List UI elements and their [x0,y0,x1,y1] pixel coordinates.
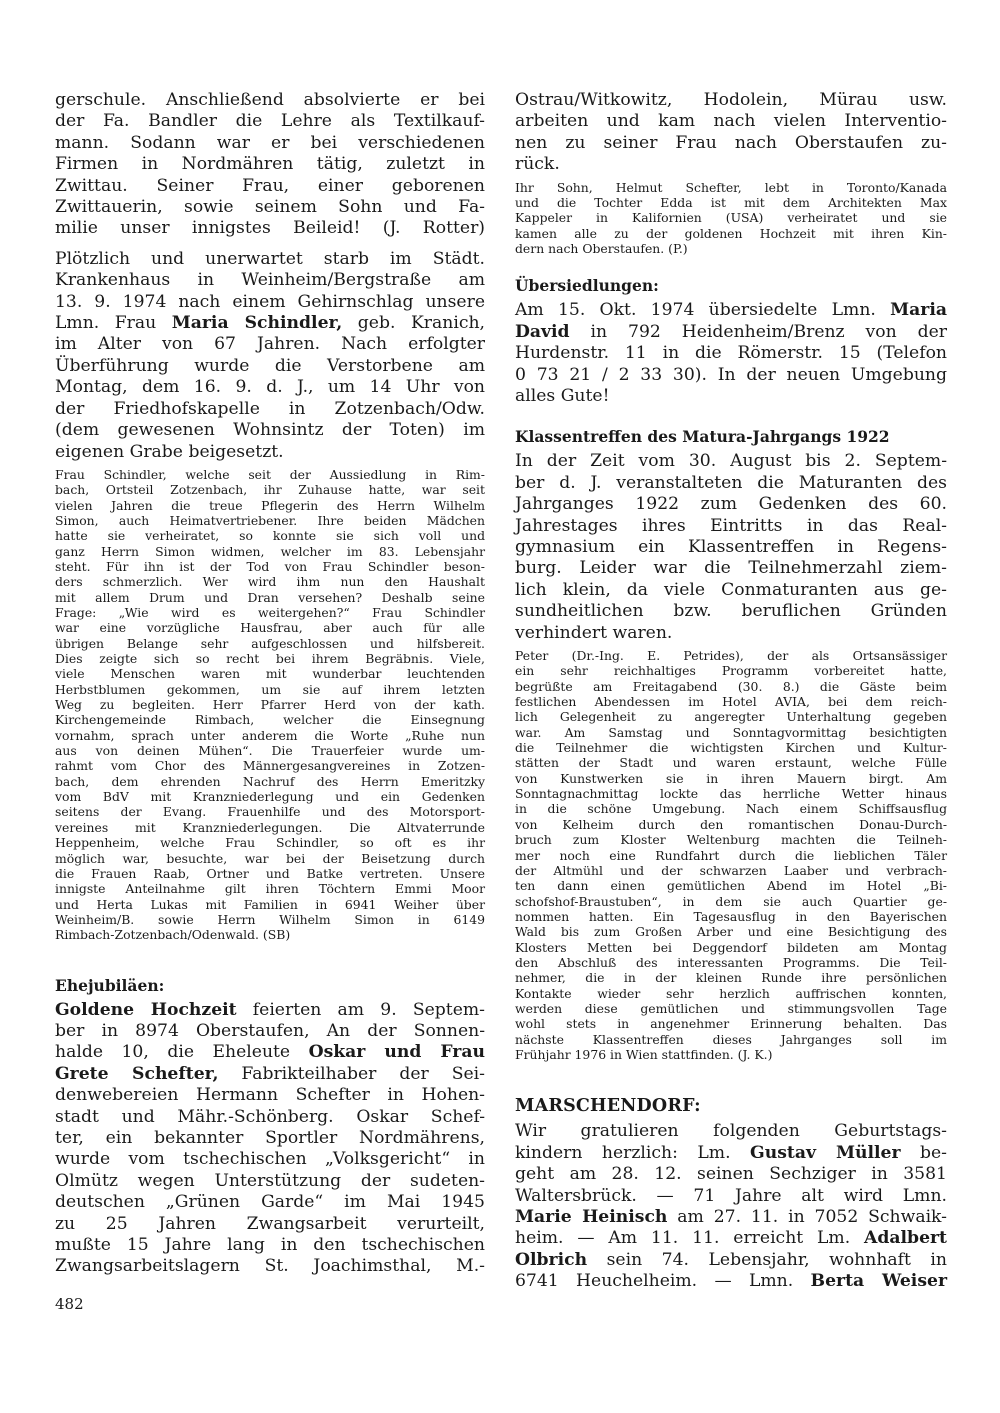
text-line: kamen alle zu der goldenen Hochzeit mit ihren Kin- [515,225,947,241]
text-line: bruch zum Kloster Weltenburg machten die Teilneh- [515,832,947,848]
klassentreffen-detail-paragraph [515,648,947,1062]
bold-name: Maria [890,300,947,321]
text-line: Olmütz wegen Unterstützung der sudeten- [55,1170,485,1191]
text-line: Weinheim/B. sowie Herrn Wilhelm Simon in 6149 [55,911,485,927]
text-line: deutschen „Grünen Garde“ im Mai 1945 [55,1192,485,1213]
text-line: 6741 Heuchelheim. — Lmn. Berta Weiser [515,1271,948,1292]
text-line: vereines mit Kranzniederlegungen. Die Altvaterrunde [55,819,485,835]
text-line: Ihr Sohn, Helmut Schefter, lebt in Toronto/Kanada [515,179,947,195]
text-line: nehmer, die in der kleinen Runde ihre persönlichen [515,970,947,986]
text-line: Kontakte wieder sehr herzlich auffrischen konnten, [515,985,947,1001]
text-line: ter, ein bekannter Sportler Nordmährens, [55,1128,485,1148]
ehejubilaeen-continued-paragraph [515,90,947,176]
text-line: nommen hatten. Ein Tagesausflug in den Bayerischen [515,908,947,924]
bold-name: Berta Weiser [810,1271,948,1292]
text-line: und Herta Lukas mit Familien in 6941 Weiher über [55,896,485,912]
text-line: Weg zu begleiten. Herr Pfarrer Herd von der kath. [55,697,485,713]
text-line: der Fa. Bandler die Lehre als Textilkauf- [55,111,485,132]
bold-name: Goldene Hochzeit [55,999,237,1020]
section-heading-marschendorf: MARSCHENDORF: [515,1096,701,1117]
text-line: dern nach Oberstaufen. (P.) [515,241,688,256]
bold-name: Adalbert [864,1228,947,1249]
text-line: lich Gelegenheit zu angeregter Unterhaltung gegeben [515,709,947,725]
text-line: der Altmühl und der schwarzen Laaber und verbrach- [515,862,947,878]
text-line: vom BdV mit Kranzniederlegung und ein Gedenken [55,789,485,805]
text-line: die Frauen Raab, Ortner und Batke vertreten. Unsere [55,865,485,881]
text-line: Wald bis zum Großen Arber und eine Besichtigung des [515,924,947,940]
text-line: Frühjahr 1976 in Wien stattfinden. (J. K.) [515,1046,773,1062]
text-line: Kappeler in Kalifornien (USA) verheiratet und sie [515,210,947,226]
text-line: der Friedhofskapelle in Zotzenbach/Odw. [55,398,485,419]
text-line: bach, dem ehrenden Nachruf des Herrn Emeritzky [55,773,485,789]
text-line: gymnasium ein Klassentreffen in Regens- [515,537,947,557]
text-line: kindern herzlich: Lm. Gustav Müller be- [515,1142,947,1163]
text-line: gerschule. Anschließend absolvierte er bei [55,90,485,110]
text-line: von Kunstwerken sie in ihren Mauern birgt. Am [515,770,947,786]
text-line: mit allem Drum und Dran versehen? Deshalb seine [55,589,485,605]
text-line: wohl stets in angenehmer Erinnerung behalten. Das [515,1016,947,1032]
marschendorf-paragraph [515,1121,947,1292]
text-line: Ostrau/Witkowitz, Hodolein, Mürau usw. [515,90,947,110]
bold-name: Marie Heinisch [515,1206,668,1227]
text-line: denwebereien Hermann Schefter in Hohen- [55,1085,485,1106]
obituary-rotter-paragraph [55,90,485,240]
text-line: Olbrich sein 74. Lebensjahr, wohnhaft in [515,1249,947,1270]
text-line: Klosters Metten bei Deggendorf bildeten am Montag [515,939,947,955]
text-line: werden diese gemütlichen und stimmungsvollen Tage [515,1000,947,1016]
text-line: viele Menschen waren mit wunderbar leuchtenden [55,666,485,682]
text-line: ein sehr reichhaltiges Programm vorbereitet hatte, [515,663,947,679]
text-line: Zwittauerin, sowie seinem Sohn und Fa- [55,197,485,218]
text-line: nächste Klassentreffen dieses Jahrganges soll im [515,1031,947,1047]
text-line: wurde vom tschechischen „Volksgericht“ in [55,1149,485,1170]
section-heading-klassentreffen: Klassentreffen des Matura-Jahrgangs 1922 [515,427,890,447]
text-line: mer noch eine Rundfahrt durch die lieblichen Täler [515,847,947,863]
text-line: die Teilnehmer die wichtigsten Kirchen und Kultur- [515,740,947,756]
text-line: von Kelheim durch den romantischen Donau-Durch- [515,816,947,832]
text-line: rück. [515,154,560,175]
text-line: Heppenheim, welche Frau Schindler, so oft es ihr [55,835,485,851]
bold-name: Maria Schindler, [171,313,343,334]
text-line: Montag, dem 16. 9. d. J., um 14 Uhr von [55,377,485,398]
text-line: im Alter von 67 Jahren. Nach erfolgter [55,334,485,355]
text-line: festlichen Abendessen im Hotel AVIA, bei dem reich- [515,694,947,710]
text-line: ber d. J. veranstalteten die Maturanten des [515,472,947,493]
text-line: lich klein, da viele Conmaturanten aus ge- [515,579,947,600]
text-line: begrüßte am Freitagabend (30. 8.) die Gäste beim [515,678,947,694]
text-line: alles Gute! [515,385,610,406]
text-line: Plötzlich und unerwartet starb im Städt. [55,248,485,269]
text-line: 13. 9. 1974 nach einem Gehirnschlag unsere [55,291,485,312]
left-column [55,90,485,1278]
text-line: steht. Für ihn ist der Tod von Frau Schindler beson- [55,558,485,574]
text-line: burg. Leider war die Teilnehmerzahl ziem- [515,558,947,579]
text-line: Sonntagnachmittag lockte das herrliche Wetter hinaus [515,786,947,802]
text-line: rahmt vom Chor des Männergesangvereines in Zotzen- [55,758,485,774]
text-line: in die schöne Umgebung. Nach einem Schiffsausflug [515,801,947,817]
text-line: verhindert waren. [515,622,673,643]
text-line: mann. Sodann war er bei verschiedenen [55,132,485,153]
text-line: Peter (Dr.-Ing. E. Petrides), der als Ortsansässiger [515,648,947,664]
text-line: schofshof-Braustuben“, in dem sie auch Quartier ge- [515,893,947,909]
text-line: David in 792 Heidenheim/Brenz von der [515,321,947,342]
text-line: ganz Herrn Simon widmen, welcher im 83. Lebensjahr [55,543,485,559]
text-line: hatte sie verheiratet, so konnte sie sich voll und [55,528,485,544]
ehejubilaeen-detail-paragraph [515,180,947,257]
section-heading-ehejubilaeen: Ehejubiläen: [55,975,165,995]
text-line: seitens der Evang. Frauenhilfe und des Motorsport- [55,804,485,820]
text-line: Firmen in Nordmähren tätig, zuletzt in [55,154,485,175]
text-line: Herbstblumen gekommen, um sie auf ihrem letzten [55,681,485,697]
text-line: 0 73 21 / 2 33 30). In der neuen Umgebung [515,364,947,385]
text-line: aus von deinen Mühen“. Die Trauerfeier wurde um- [55,743,485,759]
text-line: Jahrestages ihres Eintritts in das Real- [515,515,947,536]
text-line: möglich war, besuchte, war bei der Beisetzung durch [55,850,485,866]
text-line: Lmn. Frau Maria Schindler, geb. Kranich, [55,313,485,334]
klassentreffen-paragraph [515,451,947,644]
text-line: ber in 8974 Oberstaufen, An der Sonnen- [55,1020,485,1041]
text-line: und die Tochter Edda ist mit dem Architekten Max [515,194,947,210]
text-line: zu 25 Jahren Zwangsarbeit verurteilt, [55,1213,485,1234]
text-line: war. Am Samstag und Sonntagvormittag besichtigten [515,724,947,740]
bold-name: Grete Schefter, [55,1063,219,1084]
section-heading-uebersiedlungen: Übersiedlungen: [515,276,659,296]
text-line: Hurdenstr. 11 in die Römerstr. 15 (Telefon [515,343,947,364]
text-line: Wir gratulieren folgenden Geburtstags- [515,1121,947,1142]
text-line: Goldene Hochzeit feierten am 9. Septem- [55,999,485,1020]
text-line: Marie Heinisch am 27. 11. in 7052 Schwaik- [515,1206,947,1227]
bold-name: Gustav Müller [750,1142,901,1163]
text-line: ders schmerzlich. Wer wird ihm nun den Haushalt [55,574,485,590]
text-line: den Abschluß des interessanten Programms. Die Teil- [515,954,947,970]
text-line: Zwangsarbeitslagern St. Joachimsthal, M.- [55,1256,485,1277]
text-line: war eine vorzügliche Hausfrau, aber auch für alle [55,620,485,636]
text-line: arbeiten und kam nach vielen Interventio- [515,111,947,132]
text-line: nen zu seiner Frau nach Oberstaufen zu- [515,132,947,153]
obituary-schindler-intro-paragraph [55,249,485,463]
text-line: Dies zeigte sich so recht bei ihrem Begräbnis. Viele, [55,651,485,667]
text-line: innigste Anteilnahme gilt ihren Töchtern Emmi Moor [55,881,485,897]
text-line: Überführung wurde die Verstorbene am [55,355,485,376]
text-line: vielen Jahren die treue Pflegerin des Herrn Wilhelm [55,497,485,513]
page-number: 482 [55,1295,84,1313]
text-line: (dem gewesenen Wohnsintz der Toten) im [55,420,485,441]
text-line: Zwittau. Seiner Frau, einer geborenen [55,175,485,196]
text-line: heim. — Am 11. 11. erreicht Lm. Adalbert [515,1228,947,1249]
text-line: Rimbach-Zotzenbach/Odenwald. (SB) [55,927,291,943]
text-line: Kirchengemeinde Rimbach, welcher die Einsegnung [55,712,485,728]
text-line: Krankenhaus in Weinheim/Bergstraße am [55,270,485,291]
text-line: bach, Ortsteil Zotzenbach, ihr Zuhause hatte, war seit [55,482,485,498]
text-line: stätten der Stadt und waren erstaunt, welche Fülle [515,755,947,771]
text-line: eigenen Grabe beigesetzt. [55,441,284,462]
text-line: Frau Schindler, welche seit der Aussiedlung in Rim- [55,466,485,482]
text-line: mußte 15 Jahre lang in den tschechischen [55,1235,485,1256]
text-line: vornahm, sprach unter anderem die Worte „Ruhe nun [55,727,485,743]
text-line: Grete Schefter, Fabrikteilhaber der Sei- [55,1063,485,1084]
text-line: milie unser innigstes Beileid! (J. Rotter) [55,218,485,239]
text-line: Am 15. Okt. 1974 übersiedelte Lmn. Maria [515,300,947,321]
text-line: sundheitlichen bzw. beruflichen Gründen [515,601,947,622]
text-line: geht am 28. 12. seinen Sechziger in 3581 [515,1164,947,1185]
text-line: übrigen Belange sehr aufgeschlossen und hilfsbereit. [55,635,485,651]
text-line: halde 10, die Eheleute Oskar und Frau [55,1042,485,1063]
right-column [515,90,947,1293]
text-line: ten dann einen gemütlichen Abend im Hotel „Bi- [515,878,947,894]
bold-name: David [515,321,570,342]
text-line: stadt und Mähr.-Schönberg. Oskar Schef- [55,1106,485,1127]
obituary-schindler-detail-paragraph [55,467,485,943]
text-line: Frage: „Wie wird es weitergehen?“ Frau Schindler [55,605,485,620]
text-line: Jahrganges 1922 zum Gedenken des 60. [515,494,947,515]
uebersiedlungen-paragraph [515,300,947,407]
text-line: Simon, auch Heimatvertriebener. Ihre beiden Mädchen [55,512,485,528]
text-line: In der Zeit vom 30. August bis 2. Septem- [515,451,947,472]
bold-name: Olbrich [515,1249,588,1270]
text-line: Waltersbrück. — 71 Jahre alt wird Lmn. [515,1185,947,1206]
ehejubilaeen-paragraph [55,1000,485,1278]
bold-name: Oskar und Frau [308,1042,485,1063]
